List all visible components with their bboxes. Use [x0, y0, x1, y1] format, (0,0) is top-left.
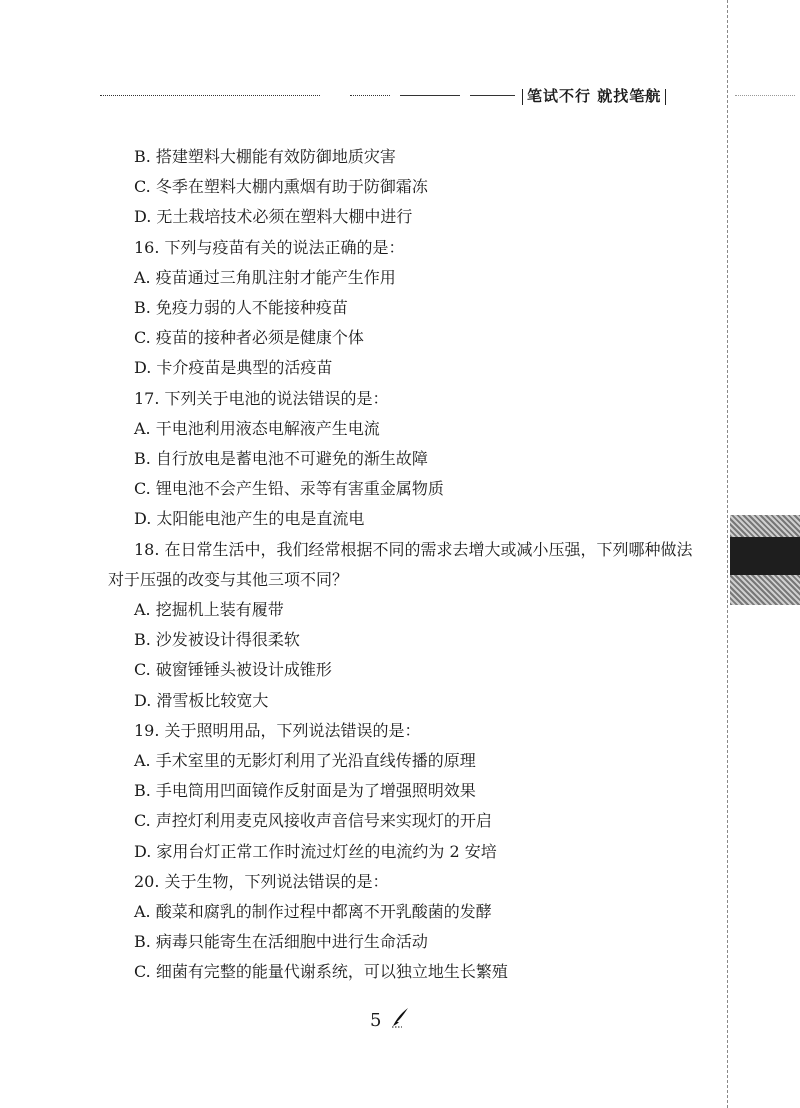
- header-rule: [350, 95, 390, 96]
- binding-edge-mark: [735, 95, 795, 96]
- page-header: [100, 84, 660, 108]
- thumb-index-band: [730, 537, 800, 575]
- text-line: 20. 关于生物，下列说法错误的是：: [134, 872, 389, 891]
- text-line: B. 搭建塑料大棚能有效防御地质灾害: [134, 147, 396, 166]
- text-line: A. 手术室里的无影灯利用了光沿直线传播的原理: [134, 751, 476, 770]
- header-rule: [642, 95, 660, 96]
- header-divider: [665, 89, 666, 105]
- header-divider: [522, 89, 523, 105]
- quill-icon: [390, 1006, 410, 1028]
- text-line: C. 锂电池不会产生铅、汞等有害重金属物质: [134, 479, 444, 498]
- text-line: 19. 关于照明用品，下列说法错误的是：: [134, 721, 421, 740]
- text-line: 16. 下列与疫苗有关的说法正确的是：: [134, 238, 405, 257]
- text-line: A. 疫苗通过三角肌注射才能产生作用: [134, 268, 396, 287]
- text-line: A. 酸菜和腐乳的制作过程中都离不开乳酸菌的发酵: [134, 902, 492, 921]
- page-number: 5: [370, 1010, 382, 1031]
- text-line: C. 疫苗的接种者必须是健康个体: [134, 328, 364, 347]
- text-line: D. 太阳能电池产生的电是直流电: [134, 509, 365, 528]
- text-line: 17. 下列关于电池的说法错误的是：: [134, 389, 389, 408]
- text-line: B. 病毒只能寄生在活细胞中进行生命活动: [134, 932, 428, 951]
- thumb-index-tab: [730, 515, 800, 605]
- header-rule: [400, 95, 460, 96]
- text-line: C. 声控灯利用麦克风接收声音信号来实现灯的开启: [134, 811, 492, 830]
- brand-left-text: 笔试不行: [527, 87, 592, 105]
- text-line: A. 干电池利用液态电解液产生电流: [134, 419, 380, 438]
- text-line: 对于压强的改变与其他三项不同？: [108, 570, 349, 589]
- text-line: B. 手电筒用凹面镜作反射面是为了增强照明效果: [134, 781, 476, 800]
- text-line: D. 滑雪板比较宽大: [134, 691, 269, 710]
- text-line: A. 挖掘机上装有履带: [134, 600, 284, 619]
- text-line: B. 沙发被设计得很柔软: [134, 630, 300, 649]
- brand-right-text: 就找笔航: [597, 87, 662, 105]
- text-line: D. 卡介疫苗是典型的活疫苗: [134, 358, 333, 377]
- text-line: B. 自行放电是蓄电池不可避免的渐生故障: [134, 449, 428, 468]
- header-rule: [100, 95, 320, 96]
- text-line: 18. 在日常生活中，我们经常根据不同的需求去增大或减小压强，下列哪种做法: [134, 540, 693, 559]
- text-line: C. 冬季在塑料大棚内熏烟有助于防御霜冻: [134, 177, 428, 196]
- text-line: B. 免疫力弱的人不能接种疫苗: [134, 298, 348, 317]
- text-line: C. 细菌有完整的能量代谢系统，可以独立地生长繁殖: [134, 962, 508, 981]
- text-line: D. 家用台灯正常工作时流过灯丝的电流约为 2 安培: [134, 842, 497, 861]
- text-line: D. 无土栽培技术必须在塑料大棚中进行: [134, 207, 413, 226]
- header-rule: [470, 95, 515, 96]
- binding-edge: [727, 0, 728, 1108]
- text-line: C. 破窗锤锤头被设计成锥形: [134, 660, 332, 679]
